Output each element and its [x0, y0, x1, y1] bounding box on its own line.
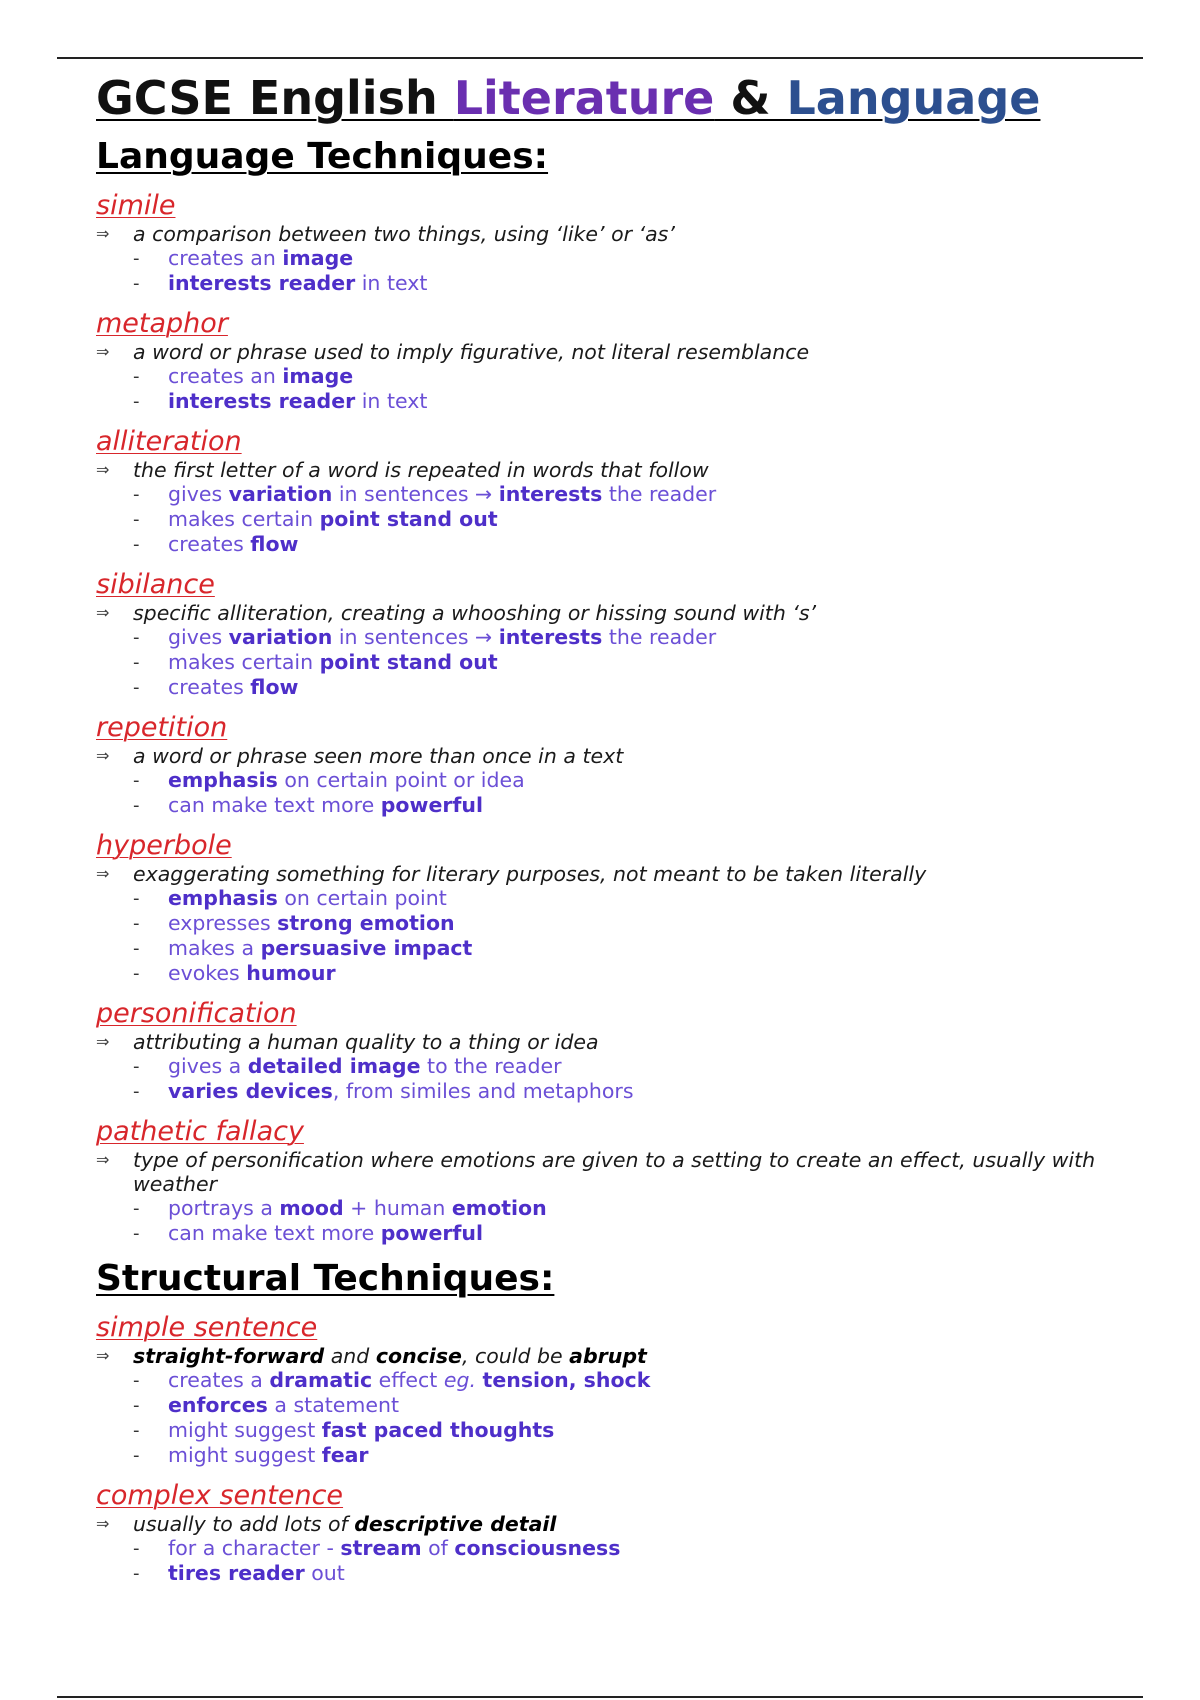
- effect-text: makes a: [168, 936, 261, 960]
- effect-text: interests reader: [168, 389, 356, 413]
- definition-text: a comparison between two things, using ‘like’ or ‘as’: [133, 222, 675, 246]
- term-definition: [96, 601, 1106, 625]
- effect-text: emphasis: [168, 886, 278, 910]
- effect-text: fast paced thoughts: [321, 1418, 555, 1442]
- definition-text: a word or phrase seen more than once in a text: [133, 744, 624, 768]
- effect-item: [96, 246, 1106, 271]
- dash-bullet-icon: -: [133, 1081, 140, 1102]
- term-heading: pathetic fallacy: [96, 1116, 304, 1147]
- term-entry: [96, 569, 1106, 700]
- effect-item: [96, 532, 1106, 557]
- effect-list: [96, 482, 1106, 557]
- term-definition: [96, 862, 1106, 886]
- effect-item: [96, 1054, 1106, 1079]
- effect-item: [96, 768, 1106, 793]
- effect-item: [96, 793, 1106, 818]
- effect-text: interests: [498, 625, 603, 649]
- effect-text: mood: [279, 1196, 344, 1220]
- definition-text: usually to add lots of: [133, 1512, 355, 1536]
- double-arrow-icon: ⇒: [96, 1150, 110, 1169]
- effect-text: variation: [228, 625, 333, 649]
- effect-item: [96, 1079, 1106, 1104]
- effect-text: tension, shock: [482, 1368, 651, 1392]
- effect-text: powerful: [380, 793, 483, 817]
- term-entry: [96, 998, 1106, 1104]
- double-arrow-icon: ⇒: [96, 1514, 110, 1533]
- effect-text: tires reader: [168, 1561, 305, 1585]
- dash-bullet-icon: -: [133, 677, 140, 698]
- effect-item: [96, 1393, 1106, 1418]
- effect-text: gives a: [168, 1054, 248, 1078]
- dash-bullet-icon: -: [133, 366, 140, 387]
- effect-text: detailed image: [247, 1054, 421, 1078]
- effect-text: gives: [168, 482, 229, 506]
- bottom-rule: [57, 1696, 1143, 1698]
- term-entry: [96, 1312, 1106, 1468]
- effect-text: stream: [340, 1536, 422, 1560]
- double-arrow-icon: ⇒: [96, 864, 110, 883]
- term-definition: [96, 1148, 1106, 1196]
- effect-list: [96, 768, 1106, 818]
- effect-item: [96, 936, 1106, 961]
- dash-bullet-icon: -: [133, 1445, 140, 1466]
- term-entry: [96, 426, 1106, 557]
- effect-item: [96, 482, 1106, 507]
- effect-text: creates an: [168, 364, 283, 388]
- effect-text: can make text more: [168, 1221, 381, 1245]
- effect-text: on certain point: [277, 886, 447, 910]
- definition-text: type of personification where emotions are given to a setting to create an effect, usually with weather: [133, 1148, 1096, 1196]
- effect-text: out: [304, 1561, 345, 1585]
- effect-item: [96, 389, 1106, 414]
- effect-text: powerful: [380, 1221, 483, 1245]
- effect-text: interests reader: [168, 271, 356, 295]
- effect-text: flow: [250, 532, 299, 556]
- term-entry: [96, 830, 1106, 986]
- dash-bullet-icon: -: [133, 913, 140, 934]
- effect-text: emphasis: [168, 768, 278, 792]
- dash-bullet-icon: -: [133, 795, 140, 816]
- effect-text: fear: [321, 1443, 369, 1467]
- effect-text: in sentences →: [332, 482, 499, 506]
- effect-text: image: [282, 364, 354, 388]
- effect-item: [96, 625, 1106, 650]
- definition-text: , could be: [461, 1344, 570, 1368]
- title-part-gcse-english: GCSE English: [96, 71, 454, 125]
- definition-text: descriptive detail: [354, 1512, 557, 1536]
- document-body: [96, 72, 1106, 1598]
- effect-list: [96, 1196, 1106, 1246]
- effect-text: creates: [168, 532, 251, 556]
- effect-text: portrays a: [168, 1196, 280, 1220]
- effect-text: point stand out: [319, 650, 498, 674]
- term-heading: complex sentence: [96, 1480, 344, 1511]
- effect-item: [96, 911, 1106, 936]
- effect-list: [96, 1368, 1106, 1468]
- term-heading: sibilance: [96, 569, 215, 600]
- effect-text: expresses: [168, 911, 278, 935]
- effect-item: [96, 1561, 1106, 1586]
- effect-text: humour: [246, 961, 336, 985]
- effect-item: [96, 961, 1106, 986]
- term-heading: metaphor: [96, 308, 228, 339]
- dash-bullet-icon: -: [133, 509, 140, 530]
- effect-text: for a character -: [168, 1536, 341, 1560]
- effect-text: creates an: [168, 246, 283, 270]
- dash-bullet-icon: -: [133, 1198, 140, 1219]
- effect-item: [96, 1221, 1106, 1246]
- definition-text: a word or phrase used to imply figurative, not literal resemblance: [133, 340, 810, 364]
- term-entry: [96, 190, 1106, 296]
- dash-bullet-icon: -: [133, 391, 140, 412]
- term-definition: [96, 1512, 1106, 1536]
- dash-bullet-icon: -: [133, 1395, 140, 1416]
- double-arrow-icon: ⇒: [96, 224, 110, 243]
- dash-bullet-icon: -: [133, 484, 140, 505]
- dash-bullet-icon: -: [133, 627, 140, 648]
- effect-text: a statement: [267, 1393, 400, 1417]
- definition-text: abrupt: [569, 1344, 647, 1368]
- dash-bullet-icon: -: [133, 1538, 140, 1559]
- term-heading: hyperbole: [96, 830, 232, 861]
- effect-text: effect: [372, 1368, 444, 1392]
- term-heading: personification: [96, 998, 297, 1029]
- term-entry: [96, 1116, 1106, 1246]
- effect-text: on certain point or idea: [277, 768, 525, 792]
- effect-text: strong emotion: [277, 911, 455, 935]
- double-arrow-icon: ⇒: [96, 746, 110, 765]
- effect-text: dramatic: [269, 1368, 373, 1392]
- dash-bullet-icon: -: [133, 938, 140, 959]
- effect-item: [96, 364, 1106, 389]
- effect-text: of: [421, 1536, 455, 1560]
- dash-bullet-icon: -: [133, 1056, 140, 1077]
- dash-bullet-icon: -: [133, 652, 140, 673]
- effect-text: gives: [168, 625, 229, 649]
- effect-text: to the reader: [420, 1054, 562, 1078]
- effect-text: flow: [250, 675, 299, 699]
- effect-list: [96, 1536, 1106, 1586]
- effect-text: evokes: [168, 961, 247, 985]
- effect-text: consciousness: [454, 1536, 621, 1560]
- double-arrow-icon: ⇒: [96, 460, 110, 479]
- effect-text: variation: [228, 482, 333, 506]
- effect-list: [96, 886, 1106, 986]
- dash-bullet-icon: -: [133, 1370, 140, 1391]
- dash-bullet-icon: -: [133, 1223, 140, 1244]
- sections-container: [96, 136, 1106, 1586]
- dash-bullet-icon: -: [133, 534, 140, 555]
- effect-text: in text: [355, 271, 428, 295]
- effect-item: [96, 271, 1106, 296]
- dash-bullet-icon: -: [133, 1563, 140, 1584]
- term-heading: simple sentence: [96, 1312, 318, 1343]
- effect-text: might suggest: [168, 1418, 322, 1442]
- section-heading: Structural Techniques:: [96, 1258, 555, 1299]
- effect-item: [96, 1443, 1106, 1468]
- section-heading: Language Techniques:: [96, 136, 549, 177]
- effect-text: + human: [343, 1196, 452, 1220]
- dash-bullet-icon: -: [133, 1420, 140, 1441]
- dash-bullet-icon: -: [133, 888, 140, 909]
- term-definition: [96, 222, 1106, 246]
- term-entry: [96, 1480, 1106, 1586]
- title-part-literature: Literature: [453, 71, 715, 125]
- term-heading: repetition: [96, 712, 228, 743]
- effect-text: makes certain: [168, 507, 320, 531]
- definition-text: attributing a human quality to a thing or idea: [133, 1030, 599, 1054]
- dash-bullet-icon: -: [133, 273, 140, 294]
- effect-item: [96, 507, 1106, 532]
- title-part-ampersand: &: [714, 71, 787, 125]
- effect-text: interests: [498, 482, 603, 506]
- dash-bullet-icon: -: [133, 248, 140, 269]
- effect-text: can make text more: [168, 793, 381, 817]
- top-rule: [57, 57, 1143, 59]
- effect-text: in sentences →: [332, 625, 499, 649]
- effect-text: enforces: [168, 1393, 268, 1417]
- effect-text: the reader: [602, 625, 717, 649]
- term-definition: [96, 458, 1106, 482]
- effect-text: varies devices: [168, 1079, 333, 1103]
- dash-bullet-icon: -: [133, 770, 140, 791]
- effect-item: [96, 1196, 1106, 1221]
- effect-list: [96, 625, 1106, 700]
- effect-text: point stand out: [319, 507, 498, 531]
- term-heading: simile: [96, 190, 176, 221]
- term-definition: [96, 744, 1106, 768]
- double-arrow-icon: ⇒: [96, 1346, 110, 1365]
- definition-text: concise: [375, 1344, 462, 1368]
- definition-text: and: [324, 1344, 376, 1368]
- term-definition: [96, 1030, 1106, 1054]
- definition-text: the first letter of a word is repeated in words that follow: [133, 458, 709, 482]
- effect-item: [96, 650, 1106, 675]
- section: [96, 136, 1106, 1246]
- effect-text: persuasive impact: [260, 936, 473, 960]
- term-entry: [96, 308, 1106, 414]
- effect-text: makes certain: [168, 650, 320, 674]
- effect-text: eg.: [443, 1368, 477, 1392]
- definition-text: specific alliteration, creating a whooshing or hissing sound with ‘s’: [133, 601, 817, 625]
- double-arrow-icon: ⇒: [96, 1032, 110, 1051]
- effect-text: creates: [168, 675, 251, 699]
- double-arrow-icon: ⇒: [96, 603, 110, 622]
- term-definition: [96, 340, 1106, 364]
- definition-text: exaggerating something for literary purposes, not meant to be taken literally: [133, 862, 927, 886]
- term-definition: [96, 1344, 1106, 1368]
- effect-text: , from similes and metaphors: [332, 1079, 634, 1103]
- title-part-language: Language: [786, 71, 1041, 125]
- effect-list: [96, 1054, 1106, 1104]
- double-arrow-icon: ⇒: [96, 342, 110, 361]
- section: [96, 1258, 1106, 1586]
- effect-text: the reader: [602, 482, 717, 506]
- definition-text: straight-forward: [133, 1344, 325, 1368]
- effect-text: in text: [355, 389, 428, 413]
- page-title: [96, 72, 1106, 124]
- effect-list: [96, 364, 1106, 414]
- effect-text: image: [282, 246, 354, 270]
- effect-item: [96, 1368, 1106, 1393]
- effect-list: [96, 246, 1106, 296]
- effect-item: [96, 1418, 1106, 1443]
- effect-item: [96, 886, 1106, 911]
- dash-bullet-icon: -: [133, 963, 140, 984]
- effect-text: creates a: [168, 1368, 270, 1392]
- effect-text: might suggest: [168, 1443, 322, 1467]
- term-entry: [96, 712, 1106, 818]
- effect-text: emotion: [451, 1196, 547, 1220]
- effect-item: [96, 1536, 1106, 1561]
- term-heading: alliteration: [96, 426, 242, 457]
- effect-item: [96, 675, 1106, 700]
